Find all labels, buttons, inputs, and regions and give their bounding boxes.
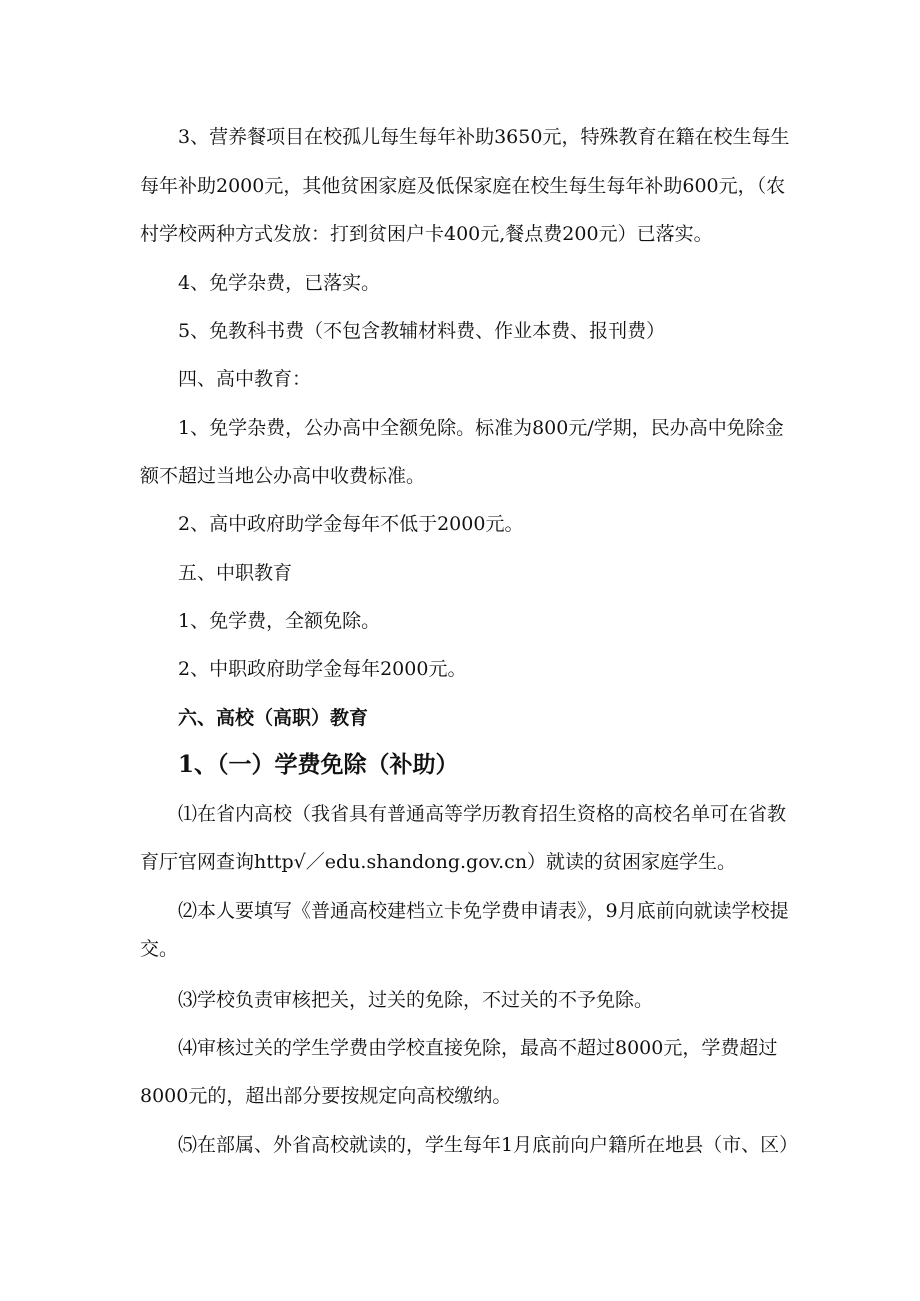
paragraph-line: 1、免学杂费，公办高中全额免除。标准为800元/学期，民办高中免除金 (178, 417, 784, 439)
paragraph-line: 1、免学费，全额免除。 (178, 610, 381, 632)
paragraph-line: 2、中职政府助学金每年2000元。 (178, 658, 467, 680)
paragraph-line: ⑴在省内高校（我省具有普通高等学历教育招生资格的高校名单可在省教 (178, 803, 787, 825)
section-heading: 四、高中教育： (178, 368, 312, 390)
paragraph-line: 育厅官网查询http√／edu.shandong.gov.cn）就读的贫困家庭学生。 (140, 851, 737, 873)
paragraph-line: 8000元的，超出部分要按规定向高校缴纳。 (140, 1085, 512, 1107)
paragraph-line: 5、免教科书费（不包含教辅材料费、作业本费、报刊费） (178, 320, 666, 342)
paragraph-line: ⑸在部属、外省高校就读的，学生每年1月底前向户籍所在地县（市、区） (178, 1134, 799, 1156)
paragraph-line: 村学校两种方式发放：打到贫困户卡400元,餐点费200元）已落实。 (140, 223, 713, 245)
paragraph-line: ⑵本人要填写《普通高校建档立卡免学费申请表》，9月底前向就读学校提 (178, 900, 789, 922)
paragraph-line: 4、免学杂费，已落实。 (178, 272, 381, 294)
paragraph-line: 每年补助2000元，其他贫困家庭及低保家庭在校生每生每年补助600元，（农 (140, 175, 786, 197)
paragraph-line: 2、高中政府助学金每年不低于2000元。 (178, 513, 524, 535)
section-heading-bold: 六、高校（高职）教育 (178, 707, 369, 729)
paragraph-line: 交。 (140, 938, 179, 960)
subsection-heading: 1、（一）学费免除（补助） (178, 751, 459, 778)
paragraph-line: 3、营养餐项目在校孤儿每生每年补助3650元，特殊教育在籍在校生每生 (178, 126, 790, 148)
section-heading: 五、中职教育 (178, 562, 293, 584)
paragraph-line: ⑶学校负责审核把关，过关的免除，不过关的不予免除。 (178, 989, 654, 1011)
paragraph-line: 额不超过当地公办高中收费标准。 (140, 465, 426, 487)
paragraph-line: ⑷审核过关的学生学费由学校直接免除，最高不超过8000元，学费超过 (178, 1037, 778, 1059)
